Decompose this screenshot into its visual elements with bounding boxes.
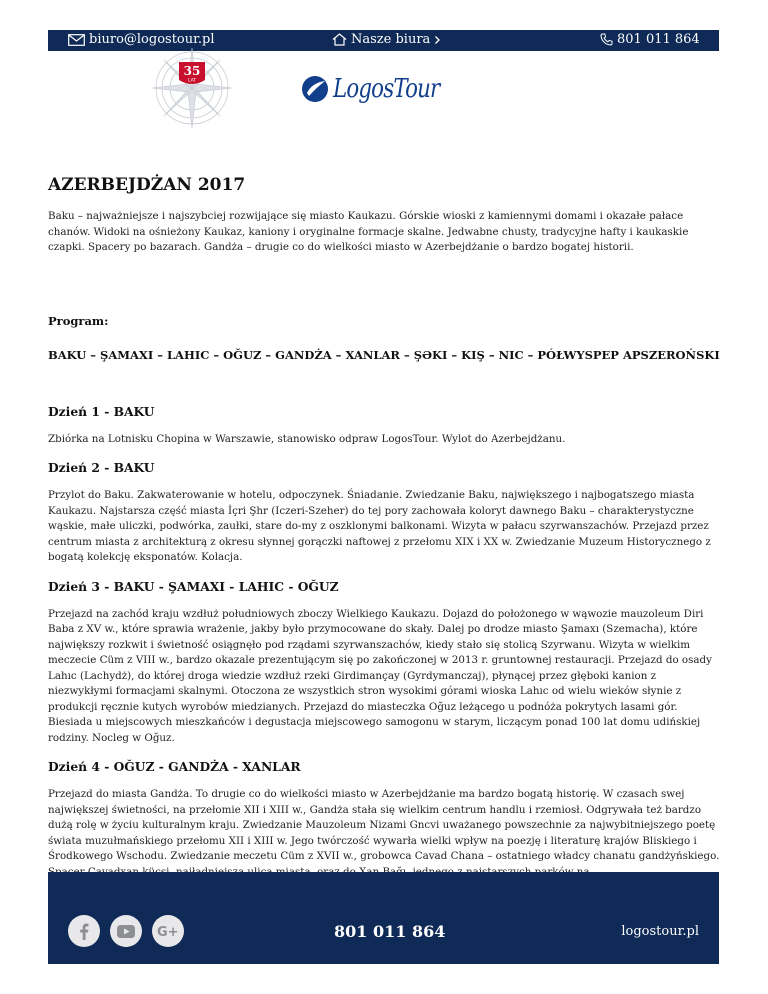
intro-text: Baku – najważniejsze i najszybciej rozwijające się miasto Kaukazu. Górskie wioski z kamiennymi domami i okazałe pałace chanów. Widoki na ośnieżony Kaukaz, kaniony i oryginalne formacje skalne. Jedwabne chusty, tradycyjne hafty i kaukaskie czapki. Spacery po bazarach. Gandża – drugie co do wielkości miasto w Azerbejdżanie o bardzo bogatej historii. (48, 210, 689, 253)
footer-website-link[interactable]: logostour.pl (621, 924, 699, 939)
top-bar (48, 30, 719, 51)
offices-text: Nasze biura (351, 32, 431, 47)
phone-icon (600, 33, 613, 46)
email-text: biuro@logostour.pl (89, 32, 215, 47)
envelope-icon (68, 34, 85, 46)
main-content (48, 175, 720, 880)
phone-link[interactable] (600, 32, 700, 47)
google-plus-icon (157, 924, 179, 938)
logo-text: LogosTour (333, 74, 440, 104)
footer (48, 872, 719, 964)
email-link[interactable] (68, 32, 215, 47)
footer-phone[interactable]: 801 011 864 (334, 922, 446, 941)
day-3-title: Dzień 3 - BAKU - ŞAMAXI - LAHIC - OĞUZ (48, 578, 339, 594)
logo-globe-icon (301, 75, 329, 103)
youtube-icon (117, 925, 135, 938)
day-4-title: Dzień 4 - OĞUZ - GANDŻA - XANLAR (48, 759, 301, 774)
day-2-text: Przylot do Baku. Zakwaterowanie w hotelu, odpoczynek. Śniadanie. Zwiedzanie Baku, największego i najbogatszego miasta Kaukazu. Najstarsza część miasta İçri Şhr (Iczeri-Szeher) do tej pory zachowała koloryt dawnego Baku – charakterystyczne wąskie, małe uliczki, podwórka, zaułki, stare do-my z oszklonymi balkonami. Wizyta w pałacu szyrwanszachów. Przejazd przez centrum miasta z architekturą z okresu słynnej gorączki naftowej z przełomu XIX i XX w. Zwiedzanie Muzeum Historycznego z bogatą kolekcję eksponatów. Kolacja. (48, 489, 711, 563)
seal-number: 35 (183, 64, 201, 78)
day-1-title: Dzień 1 - BAKU (48, 403, 155, 419)
youtube-button[interactable] (110, 915, 142, 947)
svg-text:G+: G+ (157, 925, 179, 938)
facebook-icon (79, 923, 89, 940)
route-text: BAKU – ŞAMAXI – LAHIC – OĞUZ – GANDŻA – XANLAR – ŞƏKI – KIŞ – NIC – PÓŁWYSPEP APSZEROŃSKI (48, 347, 720, 362)
facebook-button[interactable] (68, 915, 100, 947)
program-label: Program: (48, 313, 109, 328)
home-icon (332, 33, 347, 46)
day-4-text: Przejazd do miasta Gandża. To drugie co do wielkości miasto w Azerbejdżanie ma bardzo bogatą historię. W czasach swej największej świetności, na przełomie XII i XIII w., Gandża stała się wielkim centrum handlu i rzemiosł. Odgrywała też bardzo dużą rolę w życiu kulturalnym kraju. Zwiedzanie Mauzoleum Nizami Gncvi uważanego powszechnie za najwybitniejszego poetę świata muzułmańskiego przełomu XII i XIII w. Jego twórczość wywarła wielki wpływ na poezję i literaturę krajów Bliskiego i Środkowego Wschodu. Zwiedzanie meczetu Cüm z XVII w., grobowca Cavad Chana – ostatniego władcy chanatu gandżyńskiego. (48, 788, 720, 862)
anniversary-seal (150, 46, 234, 130)
logostour-logo[interactable] (301, 74, 463, 104)
seal-unit: LAT (187, 78, 197, 84)
page-title: AZERBEJDŻAN 2017 (48, 175, 246, 195)
offices-link[interactable] (332, 32, 441, 47)
google-plus-button[interactable] (152, 915, 184, 947)
phone-text: 801 011 864 (617, 32, 700, 47)
day-2-title: Dzień 2 - BAKU (48, 460, 155, 475)
day-3-text: Przejazd na zachód kraju wzdłuż południowych zboczy Wielkiego Kaukazu. Dojazd do położonego w wąwozie mauzoleum Diri Baba z XV w., które sprawia wrażenie, jakby było przymocowane do skały. Dalej po drodze miasto Şamaxı (Szemacha), które największy rozkwit i świetność osiągnęło pod rządami szyrwanszachów, kiedy stało się stolicą Szyrwanu. Wizyta w wielkim meczecie Cüm z VIII w., bardzo okazale prezentującym się po zakończonej w 2013 r. gruntownej restauracji. Przejazd do osady Lahıc (Lachydż), do której droga wiedzie wzdłuż rzeki Girdimançay (Gyrdymanczaj), płynącej przez głęboki kanion z niezwykłymi formacjami skalnymi. Otoczona ze wszystkich stron wysokimi górami wioska Lahıc od wielu wieków słynie z produkcji ręcznie kutych wyrobów miedzianych. Przejazd do miasteczka Oğuz leżącego u podnóża pokrytych lasami gór. Biesiada u miejscowych mieszkańców i degustacja miejscowego samogonu w starym, liczącym ponad 100 lat domu udińskiej rodziny. Nocleg w Oğuz. (48, 607, 712, 744)
chevron-right-icon (434, 35, 441, 45)
day-1-text: Zbiórka na Lotnisku Chopina w Warszawie, stanowisko odpraw LogosTour. Wylot do Azerbejdżanu. (48, 432, 566, 445)
